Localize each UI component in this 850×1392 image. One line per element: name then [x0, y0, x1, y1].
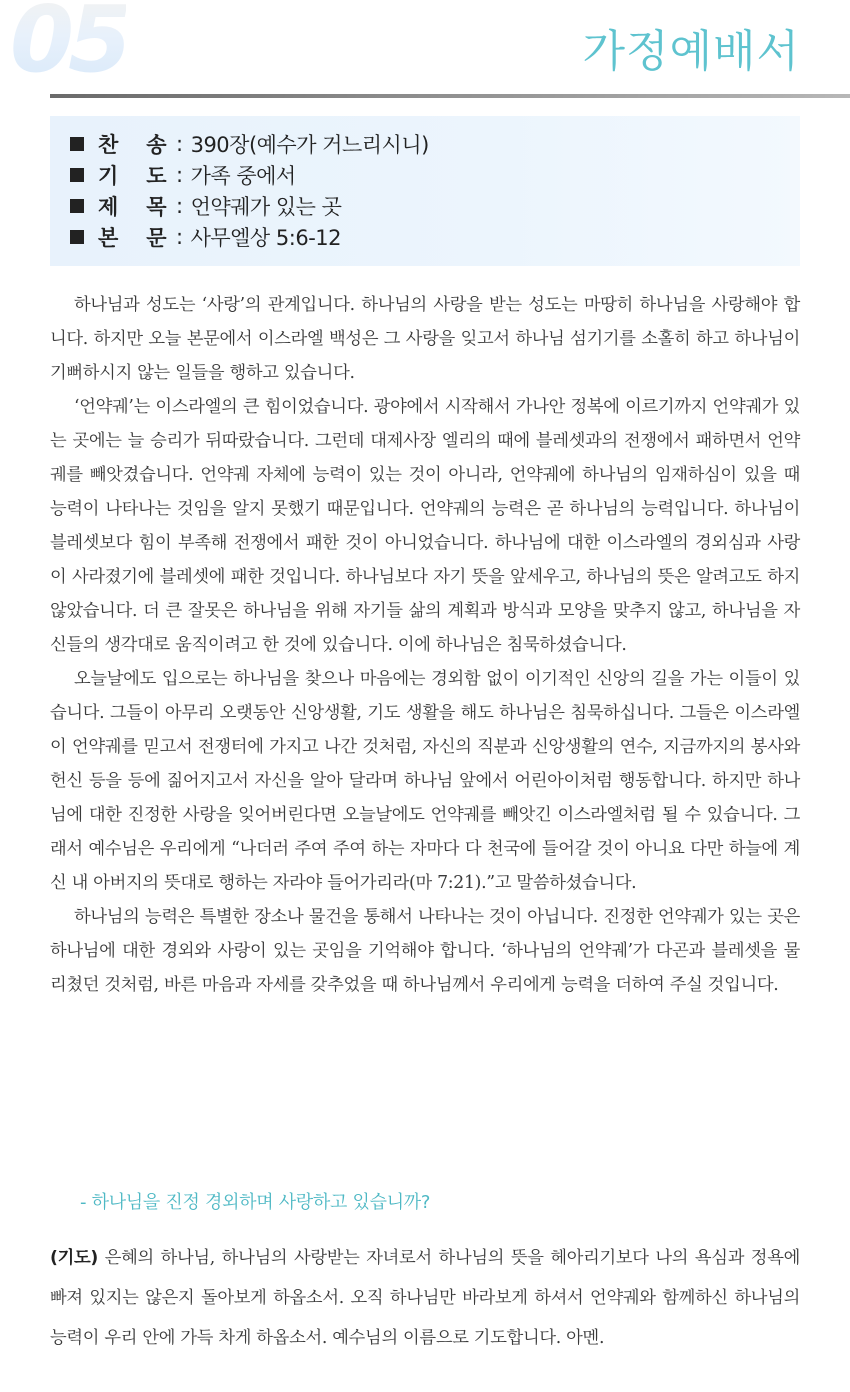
sermon-paragraph: ‘언약궤’는 이스라엘의 큰 힘이었습니다. 광야에서 시작해서 가나안 정복에 이르기까지 언약궤가 있는 곳에는 늘 승리가 뒤따랐습니다. 그런데 대제사장 엘리의 때에 블레셋과의 전쟁에서 패하면서 언약궤를 빼앗겼습니다. 언약궤 자체에 능력이 있는 것이 아니라, 언약궤에 하나님의 임재하심이 있을 때 능력이 나타나는 것임을 알지 못했기 때문입니다. 언약궤의 능력은 곧 하나님의 능력입니다. 하나님이 블레셋보다 힘이 부족해 전쟁에서 패한 것이 아니었습니다. 하나님에 대한 이스라엘의 경외심과 사랑이 사라졌기에 블레셋에 패한 것입니다. 하나님보다 자기 뜻을 앞세우고, 하나님의 뜻은 알려고도 하지 않았습니다. 더 큰 잘못은 하나님을 위해 자기들 삶의 계획과 방식과 모양을 맞추지 않고, 하나님을 자신들의 생각대로 움직이려고 한 것에 있습니다. 이에 하나님은 침묵하셨습니다.: [50, 397, 800, 655]
info-row-title: [70, 190, 800, 221]
info-label: [98, 222, 166, 252]
square-bullet-icon: [70, 230, 84, 244]
prayer-label: (기도): [50, 1248, 98, 1268]
sermon-paragraph: 하나님과 성도는 ‘사랑’의 관계입니다. 하나님의 사랑을 받는 성도는 마땅히 하나님을 사랑해야 합니다. 하지만 오늘 본문에서 이스라엘 백성은 그 사랑을 잊고서 하나님 섬기기를 소홀히 하고 하나님이 기뻐하시지 않는 일들을 행하고 있습니다.: [50, 295, 800, 383]
info-label-char: 목: [146, 194, 166, 219]
square-bullet-icon: [70, 168, 84, 182]
info-label: [98, 129, 166, 159]
info-colon: :: [176, 224, 183, 249]
info-label: [98, 191, 166, 221]
sermon-paragraph: 오늘날에도 입으로는 하나님을 찾으나 마음에는 경외함 없이 이기적인 신앙의 길을 가는 이들이 있습니다. 그들이 아무리 오랫동안 신앙생활, 기도 생활을 해도 하나님은 침묵하십니다. 그들은 이스라엘이 언약궤를 믿고서 전쟁터에 가지고 나간 것처럼, 자신의 직분과 신앙생활의 연수, 지금까지의 봉사와 헌신 등을 등에 짊어지고서 자신을 알아 달라며 하나님 앞에서 어린아이처럼 행동합니다. 하지만 하나님에 대한 진정한 사랑을 잊어버린다면 오늘날에도 언약궤를 빼앗긴 이스라엘처럼 될 수 있습니다. 그래서 예수님은 우리에게 “나더러 주여 주여 하는 자마다 다 천국에 들어갈 것이 아니요 다만 하늘에 계신 내 아버지의 뜻대로 행하는 자라야 들어가리라(마 7:21).”고 말씀하셨습니다.: [50, 669, 800, 893]
info-label-char: 도: [146, 163, 166, 188]
info-label-char: 찬: [98, 132, 118, 157]
sermon-body: [50, 288, 800, 1002]
section-title: 가정예배서: [582, 26, 800, 77]
info-label-char: 본: [98, 225, 118, 250]
sermon-paragraph: 하나님의 능력은 특별한 장소나 물건을 통해서 나타나는 것이 아닙니다. 진정한 언약궤가 있는 곳은 하나님에 대한 경외와 사랑이 있는 곳임을 기억해야 합니다. ‘하나님의 언약궤’가 다곤과 블레셋을 물리쳤던 것처럼, 바른 마음과 자세를 갖추었을 때 하나님께서 우리에게 능력을 더하여 주실 것입니다.: [50, 907, 800, 995]
info-colon: :: [176, 193, 183, 218]
prayer-block: [50, 1238, 800, 1358]
info-value: 가족 중에서: [190, 163, 296, 188]
info-label-char: 기: [98, 163, 118, 188]
page-number: 05: [10, 0, 126, 86]
info-label: [98, 160, 166, 190]
reflection-question: - 하나님을 진정 경외하며 사랑하고 있습니까?: [80, 1192, 431, 1213]
square-bullet-icon: [70, 199, 84, 213]
square-bullet-icon: [70, 137, 84, 151]
worship-info-box: [50, 116, 800, 266]
info-value: 390장(예수가 거느리시니): [190, 132, 429, 157]
info-row-hymn: [70, 128, 800, 159]
info-colon: :: [176, 162, 183, 187]
info-value: 언약궤가 있는 곳: [190, 194, 342, 219]
info-colon: :: [176, 131, 183, 156]
info-label-char: 송: [146, 132, 166, 157]
info-row-prayer: [70, 159, 800, 190]
header-rule: [50, 94, 850, 98]
info-row-scripture: [70, 221, 800, 252]
info-value: 사무엘상 5:6-12: [190, 225, 341, 250]
prayer-text: 은혜의 하나님, 하나님의 사랑받는 자녀로서 하나님의 뜻을 헤아리기보다 나의 욕심과 정욕에 빠져 있지는 않은지 돌아보게 하옵소서. 오직 하나님만 바라보게 하셔서 언약궤와 함께하신 하나님의 능력이 우리 안에 가득 차게 하옵소서. 예수님의 이름으로 기도합니다. 아멘.: [50, 1248, 800, 1348]
info-label-char: 제: [98, 194, 118, 219]
info-label-char: 문: [146, 225, 166, 250]
